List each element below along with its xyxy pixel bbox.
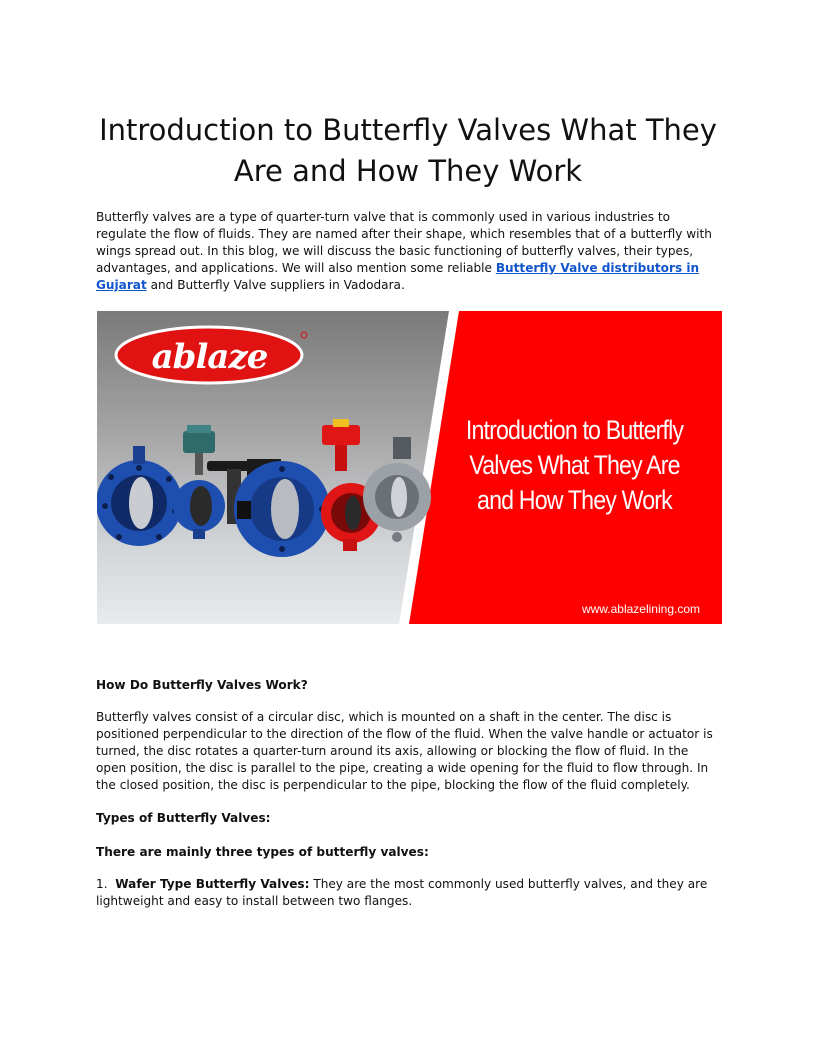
intro-text-before-link: Butterfly valves are a type of quarter-turn valve that is commonly used in various industries to regulate the flow of fluids. They are named after their shape, which resembles that of a butterfly with wings spread out. In this blog, we will discuss the basic functioning of butterfly valves, their types, advantages, and applications. We will also mention some reliable bbox=[96, 210, 712, 275]
page-title: Introduction to Butterfly Valves What They Are and How They Work bbox=[99, 113, 717, 188]
how-paragraph: Butterfly valves consist of a circular disc, which is mounted on a shaft in the center. The disc is positioned perpendicular to the direction of the flow of the fluid. When the valve handle or actuator is turned, the disc rotates a quarter-turn around its axis, allowing or blocking the flow of fluid. In the open position, the disc is parallel to the pipe, creating a wide opening for the fluid to flow through. In the closed position, the disc is perpendicular to the pipe, blocking the flow of the fluid completely. bbox=[96, 710, 713, 792]
distributors-link[interactable]: Butterfly Valve distributors in Gujarat bbox=[96, 261, 700, 292]
three-types-heading bbox=[96, 844, 720, 861]
actuated-wafer-valve-icon bbox=[173, 425, 225, 539]
wafer-label: Wafer Type Butterfly Valves: bbox=[115, 877, 310, 891]
how-heading-text: How Do Butterfly Valves Work? bbox=[96, 678, 308, 692]
banner-image bbox=[97, 311, 722, 624]
blue-flange-valve-icon bbox=[97, 446, 182, 546]
how-heading bbox=[96, 677, 720, 694]
intro-text-after-link: and Butterfly Valve suppliers in Vadodara. bbox=[146, 278, 405, 292]
wafer-list-item bbox=[96, 876, 720, 910]
banner-logo-text: ablaze bbox=[151, 337, 268, 377]
three-types-heading-text: There are mainly three types of butterfly valves: bbox=[96, 845, 429, 859]
banner-url: www.ablazelining.com bbox=[581, 602, 700, 616]
types-heading bbox=[96, 810, 720, 827]
types-heading-text: Types of Butterfly Valves: bbox=[96, 811, 271, 825]
banner-title: Introduction to Butterfly Valves What They Are and How They Work bbox=[465, 415, 684, 515]
wafer-list-number: 1. bbox=[96, 877, 108, 891]
large-blue-gear-valve-icon bbox=[234, 459, 330, 557]
wafer-text: They are the most commonly used butterfly valves, and they are lightweight and easy to install between two flanges. bbox=[96, 877, 708, 908]
intro-paragraph bbox=[96, 209, 720, 294]
